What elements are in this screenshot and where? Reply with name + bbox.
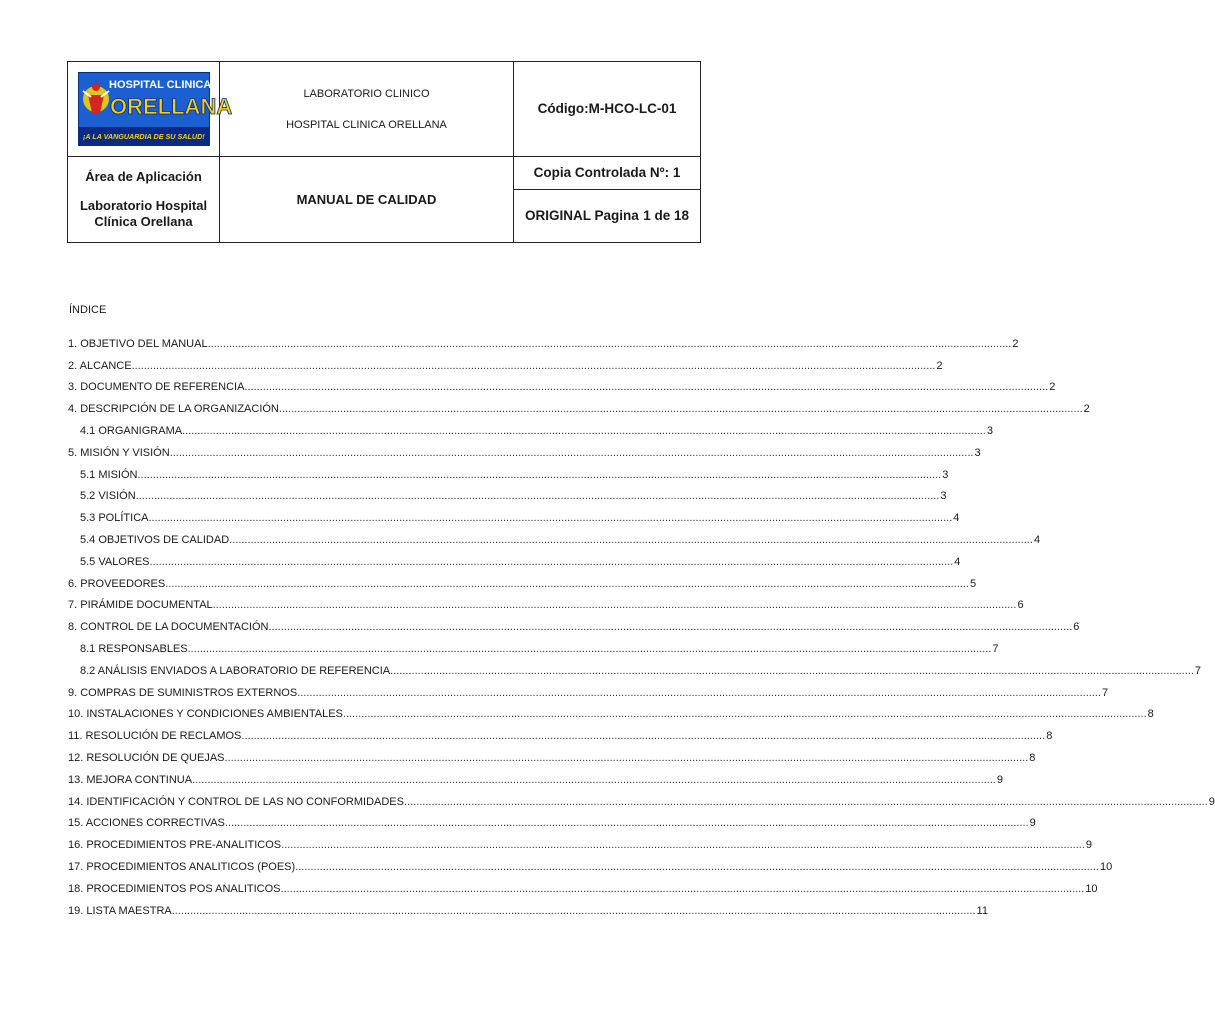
toc-entry-title: 2. ALCANCE [68, 359, 132, 372]
toc-leader-dots [137, 469, 941, 482]
toc-entry[interactable] [68, 787, 1215, 809]
toc-entry[interactable] [68, 743, 1036, 765]
toc-entry-title: 7. PIRÁMIDE DOCUMENTAL [68, 599, 213, 612]
toc-entry[interactable] [68, 373, 1056, 395]
toc-entry-page: 11 [976, 904, 988, 917]
toc-entry-page: 9 [1208, 795, 1215, 808]
toc-entry[interactable] [68, 460, 949, 482]
toc-entry-page: 5 [969, 577, 977, 590]
toc-entry[interactable] [68, 830, 1093, 852]
toc-entry-title: 5.1 MISIÓN [80, 468, 138, 481]
toc-entry-page: 10 [1099, 860, 1113, 873]
toc-entry[interactable] [68, 591, 1024, 613]
toc-entry-title: 12. RESOLUCIÓN DE QUEJAS [68, 751, 225, 764]
toc-leader-dots [279, 403, 1083, 416]
toc-entry-title: 13. MEJORA CONTINUA [68, 773, 193, 786]
original-page: 1 de 18 [643, 208, 689, 223]
toc-leader-dots [268, 621, 1072, 634]
toc-entry[interactable] [68, 852, 1113, 874]
toc-entry[interactable] [68, 634, 999, 656]
toc-entry[interactable] [68, 503, 960, 525]
toc-leader-dots [192, 774, 996, 787]
toc-entry-page: 7 [992, 642, 999, 655]
toc-entry[interactable] [68, 525, 1041, 547]
toc-leader-dots [281, 883, 1085, 896]
toc-entry-title: 8.2 ANÁLISIS ENVIADOS A LABORATORIO DE REFERENCIA [80, 664, 391, 677]
logo-line2: ORELLANA [109, 94, 232, 119]
toc-leader-dots [188, 643, 992, 656]
document-code: Código:M-HCO-LC-01 [537, 101, 677, 116]
toc-entry-title: 11. RESOLUCIÓN DE RECLAMOS [68, 730, 242, 743]
toc-entry-page: 9 [996, 773, 1003, 786]
toc-entry-page: 6 [1017, 599, 1024, 612]
manual-title: MANUAL DE CALIDAD [296, 191, 437, 207]
table-of-contents [68, 329, 1215, 918]
toc-entry[interactable] [68, 569, 977, 591]
toc-leader-dots [150, 556, 954, 569]
toc-leader-dots [148, 512, 952, 525]
toc-entry-page: 3 [974, 446, 981, 459]
toc-entry[interactable] [68, 547, 961, 569]
toc-entry-title: 18. PROCEDIMIENTOS POS ANALITICOS [68, 882, 281, 895]
copia-controlada: Copia Controlada Nº: 1 [533, 165, 681, 180]
toc-entry[interactable] [68, 765, 1003, 787]
code-cell [514, 62, 701, 157]
toc-entry-title: 5. MISIÓN Y VISIÓN [68, 446, 170, 459]
toc-leader-dots [225, 752, 1029, 765]
toc-leader-dots [136, 490, 940, 503]
toc-leader-dots [390, 665, 1194, 678]
toc-entry-title: 15. ACCIONES CORRECTIVAS [68, 817, 225, 830]
toc-entry-title: 9. COMPRAS DE SUMINISTROS EXTERNOS [68, 686, 298, 699]
toc-leader-dots [165, 578, 969, 591]
toc-entry[interactable] [68, 874, 1098, 896]
toc-leader-dots [213, 599, 1017, 612]
area-label: Área de Aplicación [85, 169, 202, 184]
toc-leader-dots [241, 730, 1045, 743]
toc-entry[interactable] [68, 896, 988, 918]
toc-entry-title: 19. LISTA MAESTRA [68, 904, 172, 917]
toc-entry[interactable] [68, 394, 1090, 416]
toc-entry[interactable] [68, 482, 947, 504]
toc-leader-dots [297, 687, 1101, 700]
toc-entry-page: 10 [1085, 882, 1098, 895]
toc-leader-dots [295, 861, 1099, 874]
toc-leader-dots [343, 708, 1147, 721]
toc-entry[interactable] [68, 329, 1019, 351]
toc-entry-page: 8 [1147, 708, 1154, 721]
lab-line-1: LABORATORIO CLINICO [303, 87, 430, 100]
toc-entry-title: 4. DESCRIPCIÓN DE LA ORGANIZACIÓN [68, 403, 279, 416]
toc-entry-title: 16. PROCEDIMIENTOS PRE-ANALITICOS [68, 839, 282, 852]
lab-name-cell [220, 62, 514, 157]
toc-entry-title: 5.4 OBJETIVOS DE CALIDAD [80, 533, 230, 546]
index-title: ÍNDICE [69, 304, 107, 316]
toc-entry-page: 7 [1101, 686, 1109, 699]
toc-entry[interactable] [68, 656, 1202, 678]
hospital-logo-icon [79, 73, 232, 145]
toc-entry[interactable] [68, 721, 1053, 743]
toc-entry[interactable] [68, 612, 1080, 634]
toc-entry-page: 8 [1029, 751, 1036, 764]
toc-entry-title: 5.5 VALORES [80, 555, 150, 568]
toc-entry-page: 7 [1194, 664, 1202, 677]
original-label: ORIGINAL Pagina [524, 208, 639, 223]
toc-leader-dots [182, 425, 986, 438]
toc-entry-title: 8.1 RESPONSABLES [80, 642, 188, 655]
toc-entry-page: 3 [940, 490, 947, 503]
toc-leader-dots [244, 381, 1048, 394]
toc-entry-page: 2 [936, 359, 943, 372]
toc-leader-dots [281, 839, 1085, 852]
toc-entry-title: 5.2 VISIÓN [80, 490, 136, 503]
hospital-logo [78, 72, 232, 146]
toc-entry[interactable] [68, 809, 1036, 831]
manual-title-cell [220, 157, 514, 243]
toc-entry-title: 8. CONTROL DE LA DOCUMENTACIÓN [68, 621, 269, 634]
toc-entry-title: 5.3 POLÍTICA [80, 512, 149, 525]
document-header-table [67, 61, 701, 243]
toc-entry-page: 4 [954, 555, 961, 568]
toc-entry-page: 4 [953, 512, 960, 525]
toc-leader-dots [170, 447, 974, 460]
toc-leader-dots [132, 360, 936, 373]
toc-entry[interactable] [68, 700, 1154, 722]
toc-leader-dots [404, 796, 1208, 809]
lab-line-2: HOSPITAL CLINICA ORELLANA [286, 118, 447, 131]
toc-entry-title: 6. PROVEEDORES [68, 577, 166, 590]
logo-cell [68, 62, 232, 157]
logo-line1: HOSPITAL CLINICA [108, 79, 211, 91]
toc-entry-title: 1. OBJETIVO DEL MANUAL [68, 337, 208, 350]
toc-entry-page: 8 [1046, 730, 1053, 743]
toc-entry-title: 17. PROCEDIMIENTOS ANALITICOS (POES) [68, 860, 296, 873]
area-value-line2: Clínica Orellana [94, 214, 193, 229]
original-cell [514, 190, 701, 243]
toc-entry[interactable] [68, 678, 1109, 700]
toc-entry-page: 6 [1073, 621, 1080, 634]
toc-entry-page: 9 [1029, 817, 1036, 830]
toc-entry-title: 4.1 ORGANIGRAMA [80, 424, 183, 437]
area-value-line1: Laboratorio Hospital [79, 198, 208, 213]
toc-entry-page: 3 [942, 468, 949, 481]
toc-entry-title: 10. INSTALACIONES Y CONDICIONES AMBIENTALES [68, 708, 343, 721]
logo-tagline: ¡A LA VANGUARDIA DE SU SALUD! [82, 132, 205, 141]
toc-entry-page: 4 [1033, 533, 1041, 546]
toc-entry-page: 3 [986, 424, 993, 437]
toc-entry-title: 3. DOCUMENTO DE REFERENCIA [68, 381, 245, 394]
toc-entry[interactable] [68, 438, 981, 460]
toc-leader-dots [172, 905, 976, 918]
toc-entry[interactable] [68, 351, 943, 373]
toc-entry-page: 2 [1049, 381, 1056, 394]
toc-entry-page: 2 [1083, 403, 1090, 416]
area-cell [68, 157, 220, 243]
toc-leader-dots [208, 338, 1012, 351]
toc-leader-dots [229, 534, 1033, 547]
copia-cell [514, 157, 701, 190]
toc-entry[interactable] [68, 416, 993, 438]
toc-entry-title: 14. IDENTIFICACIÓN Y CONTROL DE LAS NO CONFORMIDADES [68, 795, 404, 808]
toc-leader-dots [225, 817, 1029, 830]
toc-entry-page: 2 [1012, 337, 1019, 350]
toc-entry-page: 9 [1085, 839, 1093, 852]
